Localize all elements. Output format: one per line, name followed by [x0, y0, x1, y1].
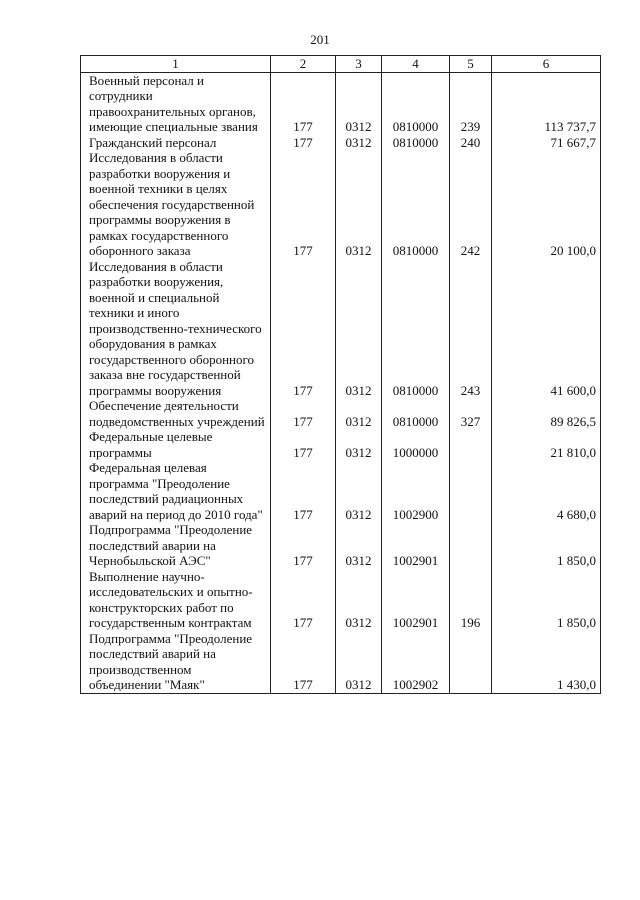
ministry-code: 177	[271, 259, 336, 399]
section-code: 0312	[336, 398, 382, 429]
amount: 1 850,0	[492, 569, 601, 631]
section-code: 0312	[336, 72, 382, 135]
section-code: 0312	[336, 631, 382, 694]
section-code: 0312	[336, 460, 382, 522]
target-code: 1002901	[382, 522, 450, 569]
row-name: Федеральные целевые программы	[81, 429, 271, 460]
section-code: 0312	[336, 522, 382, 569]
expense-type-code: 327	[450, 398, 492, 429]
expense-type-code	[450, 429, 492, 460]
ministry-code: 177	[271, 135, 336, 151]
target-code: 0810000	[382, 259, 450, 399]
target-code: 0810000	[382, 398, 450, 429]
table-row	[81, 460, 601, 522]
table-row	[81, 72, 601, 135]
column-header-2: 2	[271, 56, 336, 73]
amount: 4 680,0	[492, 460, 601, 522]
amount: 113 737,7	[492, 72, 601, 135]
section-code: 0312	[336, 569, 382, 631]
column-header-5: 5	[450, 56, 492, 73]
expense-type-code: 240	[450, 135, 492, 151]
row-name: Гражданский персонал	[81, 135, 271, 151]
amount: 71 667,7	[492, 135, 601, 151]
expense-type-code: 196	[450, 569, 492, 631]
page-number: 201	[310, 32, 330, 47]
ministry-code: 177	[271, 569, 336, 631]
column-header-4: 4	[382, 56, 450, 73]
expense-type-code	[450, 631, 492, 694]
row-name: Федеральная целевая программа "Преодоление последствий радиационных аварий на период до 2010 года"	[81, 460, 271, 522]
expense-type-code: 243	[450, 259, 492, 399]
ministry-code: 177	[271, 460, 336, 522]
ministry-code: 177	[271, 522, 336, 569]
amount: 20 100,0	[492, 150, 601, 259]
column-header-3: 3	[336, 56, 382, 73]
ministry-code: 177	[271, 150, 336, 259]
ministry-code: 177	[271, 398, 336, 429]
amount: 41 600,0	[492, 259, 601, 399]
target-code: 1002902	[382, 631, 450, 694]
table-row	[81, 631, 601, 694]
row-name: Выполнение научно-исследовательских и опытно-конструкторских работ по государственным контрактам	[81, 569, 271, 631]
amount: 21 810,0	[492, 429, 601, 460]
section-code: 0312	[336, 150, 382, 259]
table-row	[81, 150, 601, 259]
column-header-1: 1	[81, 56, 271, 73]
row-name: Обеспечение деятельности подведомственных учреждений	[81, 398, 271, 429]
row-name: Подпрограмма "Преодоление последствий аварий на производственном объединении "Маяк"	[81, 631, 271, 694]
expense-type-code: 239	[450, 72, 492, 135]
ministry-code: 177	[271, 631, 336, 694]
amount: 89 826,5	[492, 398, 601, 429]
table-row	[81, 569, 601, 631]
amount: 1 850,0	[492, 522, 601, 569]
table-header-row	[81, 56, 601, 73]
amount: 1 430,0	[492, 631, 601, 694]
column-header-6: 6	[492, 56, 601, 73]
expense-type-code	[450, 522, 492, 569]
section-code: 0312	[336, 429, 382, 460]
section-code: 0312	[336, 259, 382, 399]
target-code: 1002900	[382, 460, 450, 522]
row-name: Исследования в области разработки вооружения и военной техники в целях обеспечения государственной программы вооружения в рамках государственного оборонного заказа	[81, 150, 271, 259]
section-code: 0312	[336, 135, 382, 151]
row-name: Исследования в области разработки вооружения, военной и специальной техники и иного производственно-технического оборудования в рамках государственного оборонного заказа вне государственной программы вооружения	[81, 259, 271, 399]
target-code: 0810000	[382, 72, 450, 135]
budget-table	[80, 55, 601, 694]
table-row	[81, 135, 601, 151]
table-row	[81, 429, 601, 460]
table-row	[81, 259, 601, 399]
row-name: Военный персонал и сотрудники правоохранительных органов, имеющие специальные звания	[81, 72, 271, 135]
target-code: 0810000	[382, 135, 450, 151]
expense-type-code	[450, 460, 492, 522]
target-code: 1002901	[382, 569, 450, 631]
table-row	[81, 398, 601, 429]
ministry-code: 177	[271, 429, 336, 460]
target-code: 1000000	[382, 429, 450, 460]
row-name: Подпрограмма "Преодоление последствий аварии на Чернобыльской АЭС"	[81, 522, 271, 569]
target-code: 0810000	[382, 150, 450, 259]
expense-type-code: 242	[450, 150, 492, 259]
table-row	[81, 522, 601, 569]
ministry-code: 177	[271, 72, 336, 135]
